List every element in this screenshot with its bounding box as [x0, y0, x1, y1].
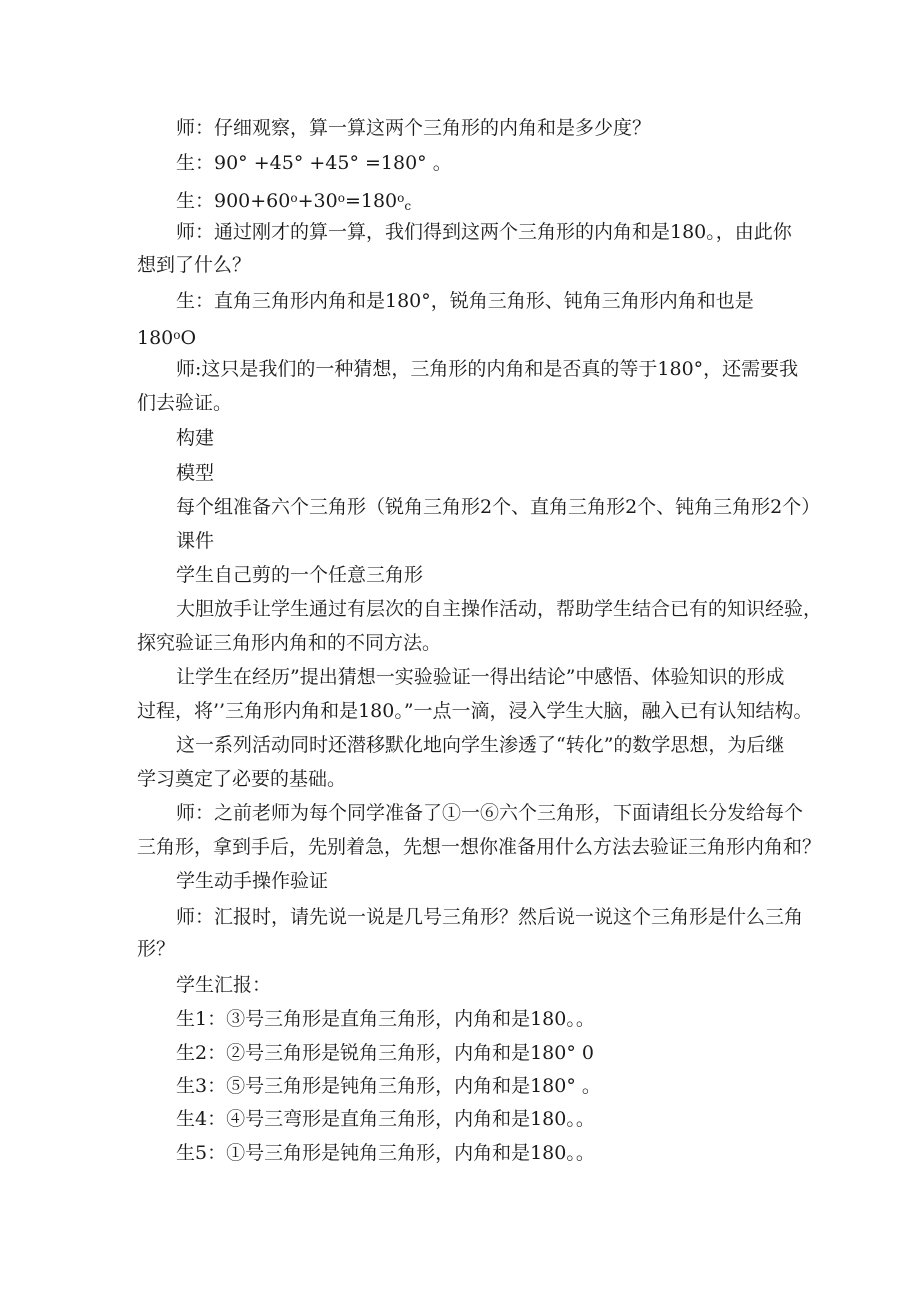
paragraph-line	[137, 323, 196, 350]
heading-line: 模型	[176, 462, 215, 484]
text-fragment: =180	[344, 190, 398, 212]
text-fragment: 180	[137, 327, 174, 349]
paragraph-line: 让学生在经历”提出猜想一实验验证一得出结论”中感悟、体验知识的形成	[176, 666, 785, 688]
paragraph-line: 想到了什么？	[137, 254, 252, 276]
report-line: 生3：⑤号三角形是钝角三角形，内角和是180° 。	[176, 1075, 601, 1097]
paragraph-line: 学生汇报：	[176, 974, 272, 996]
report-line: 生5：①号三角形是钝角三角形，内角和是180。。	[176, 1142, 595, 1164]
paragraph-line: 每个组准备六个三角形（锐角三角形2个、直角三角形2个、钝角三角形2个）	[176, 496, 821, 518]
paragraph-line: 师:这只是我们的一种猜想，三角形的内角和是否真的等于180°，还需要我	[176, 358, 799, 380]
paragraph-line: 课件	[176, 530, 215, 552]
text-fragment: +30	[297, 190, 338, 212]
text-fragment: o	[397, 191, 405, 205]
text-fragment: o	[173, 328, 181, 342]
paragraph-line: 探究验证三角形内角和的不同方法。	[137, 632, 442, 654]
report-line: 生4：④号三弯形是直角三角形，内角和是180。。	[176, 1108, 595, 1130]
heading-line: 构建	[176, 427, 215, 449]
paragraph-line: 学生动手操作验证	[176, 870, 329, 892]
paragraph-line: 这一系列活动同时还潜移默化地向学生渗透了“转化”的数学思想，为后继	[176, 734, 785, 756]
text-fragment: c	[404, 199, 412, 213]
paragraph-line: 师：仔细观察，算一算这两个三角形的内角和是多少度？	[176, 117, 652, 139]
report-line: 生2：②号三角形是锐角三角形，内角和是180° 0	[176, 1042, 594, 1064]
paragraph-line: 学生自己剪的一个任意三角形	[176, 564, 424, 586]
paragraph-line: 师：通过刚才的算一算，我们得到这两个三角形的内角和是180。，由此你	[176, 221, 792, 243]
paragraph-line: 形？	[137, 938, 176, 960]
paragraph-line	[176, 186, 411, 218]
paragraph-line: 生：90° +45° +45° =180° 。	[176, 152, 452, 174]
text-fragment: o	[337, 191, 345, 205]
text-fragment: o	[290, 191, 298, 205]
paragraph-line: 师：汇报时，请先说一说是几号三角形？然后说一说这个三角形是什么三角	[176, 906, 804, 928]
paragraph-line: 们去验证。	[137, 392, 233, 414]
paragraph-line: 学习奠定了必要的基础。	[137, 768, 347, 790]
report-line: 生1：③号三角形是直角三角形，内角和是180。。	[176, 1008, 595, 1030]
text-fragment: O	[180, 327, 197, 349]
paragraph-line: 师：之前老师为每个同学准备了①一⑥六个三角形，下面请组长分发给每个	[176, 802, 804, 824]
paragraph-line: 生：直角三角形内角和是180°，锐角三角形、钝角三角形内角和也是	[176, 290, 754, 312]
paragraph-line: 大胆放手让学生通过有层次的自主操作活动，帮助学生结合已有的知识经验，	[176, 598, 823, 620]
paragraph-line: 过程，将’’三角形内角和是180。”一点一滴，浸入学生大脑，融入已有认知结构。	[137, 700, 813, 722]
paragraph-line: 三角形，拿到手后，先别着急，先想一想你准备用什么方法去验证三角形内角和？	[137, 836, 822, 858]
text-fragment: 生：900+60	[176, 190, 291, 212]
